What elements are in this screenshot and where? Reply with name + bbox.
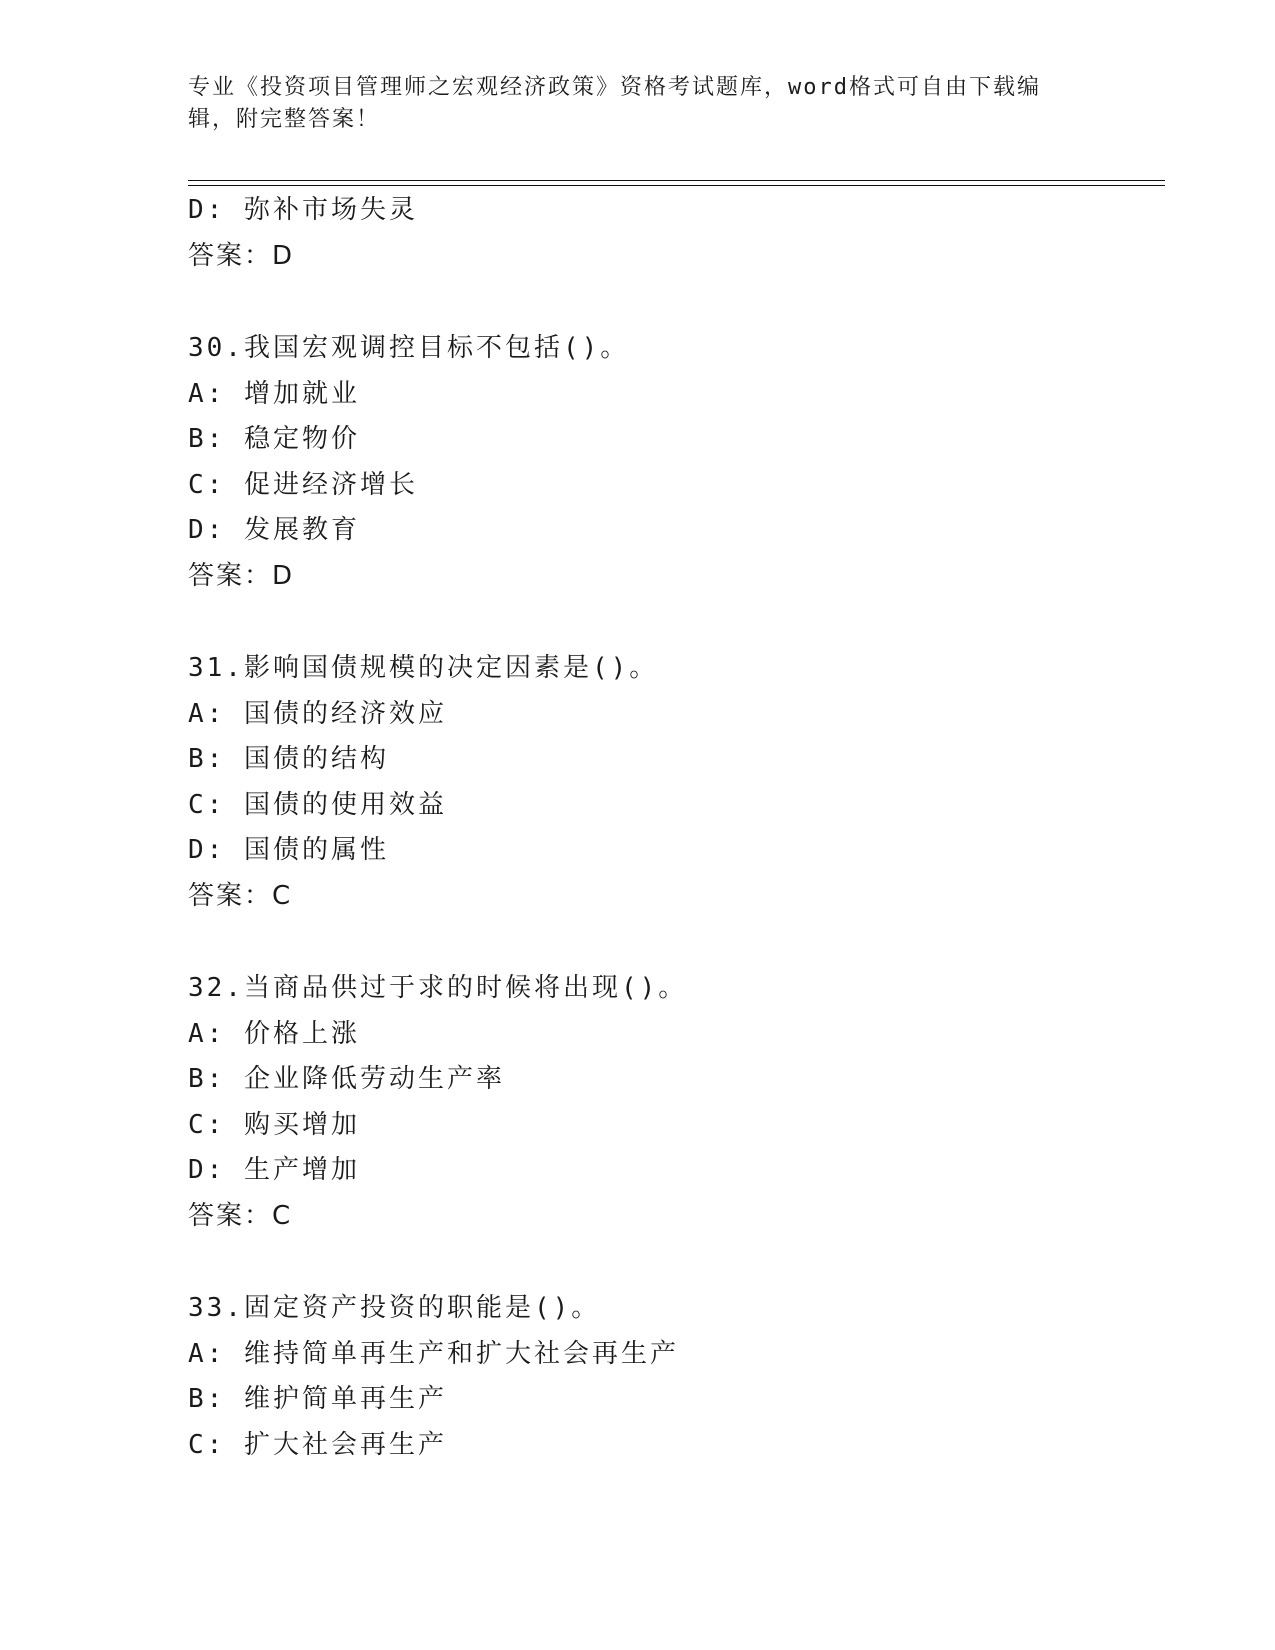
option-a: A: 价格上涨 [188, 1018, 360, 1049]
option-b: B: 企业降低劳动生产率 [188, 1064, 505, 1094]
question-stem-32: 32.当商品供过于求的时候将出现()。 [188, 973, 688, 1003]
option-d: D: 生产增加 [188, 1155, 360, 1185]
option-b: B: 国债的结构 [188, 744, 389, 774]
option-c: C: 促进经济增长 [188, 469, 418, 500]
answer-line: 答案：D [188, 240, 295, 271]
spacer [188, 599, 1168, 646]
header-divider-bottom [188, 185, 1165, 186]
answer-line: 答案：C [188, 880, 293, 911]
header-line-1: 专业《投资项目管理师之宏观经济政策》资格考试题库，word格式可自由下载编 [188, 75, 1041, 100]
answer-line: 答案：C [188, 1200, 293, 1231]
spacer [188, 1239, 1168, 1286]
answer-line: 答案：D [188, 560, 295, 591]
document-header [188, 72, 1078, 136]
option-d: D: 发展教育 [188, 515, 360, 545]
option-d: D: 弥补市场失灵 [188, 195, 418, 225]
option-a: A: 维持简单再生产和扩大社会再生产 [188, 1338, 679, 1369]
question-stem-31: 31.影响国债规模的决定因素是()。 [188, 653, 659, 683]
question-list [188, 188, 1168, 1468]
option-a: A: 增加就业 [188, 378, 360, 409]
option-c: C: 国债的使用效益 [188, 789, 447, 820]
option-d: D: 国债的属性 [188, 835, 389, 865]
question-stem-33: 33.固定资产投资的职能是()。 [188, 1293, 601, 1323]
question-stem-30: 30.我国宏观调控目标不包括()。 [188, 333, 630, 363]
header-line-2: 辑，附完整答案！ [188, 107, 381, 132]
option-b: B: 稳定物价 [188, 424, 360, 454]
spacer [188, 279, 1168, 326]
option-a: A: 国债的经济效应 [188, 698, 447, 729]
spacer [188, 919, 1168, 966]
header-divider-top [188, 180, 1165, 181]
option-b: B: 维护简单再生产 [188, 1384, 447, 1414]
option-c: C: 扩大社会再生产 [188, 1429, 447, 1460]
option-c: C: 购买增加 [188, 1109, 360, 1140]
